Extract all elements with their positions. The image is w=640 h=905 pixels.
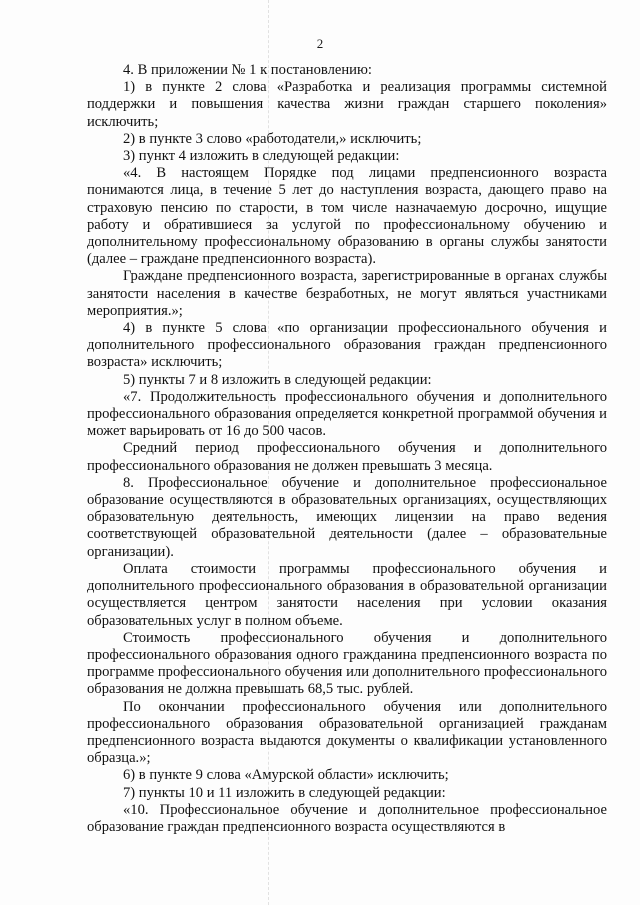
paragraph-item-5: 5) пункты 7 и 8 изложить в следующей редакции: [123, 371, 432, 388]
paragraph-point-8-documents: По окончании профессионального обучения или дополнительного профессионального образования образовательной организацией гражданам предпенсионного возраста выдаются документы о квалификации установленного образца.»; [87, 698, 607, 767]
paragraph-item-6: 6) в пункте 9 слова «Амурской области» исключить; [123, 767, 449, 784]
paragraph-item-2: 2) в пункте 3 слово «работодатели,» исключить; [123, 130, 422, 147]
paragraph-point-4-unemployed: Граждане предпенсионного возраста, зарегистрированные в органах службы занятости населения в качестве безработных, не могут являться участниками мероприятия.»; [87, 268, 607, 319]
paragraph-point-8-cost: Стоимость профессионального обучения и дополнительного профессионального образования одного гражданина предпенсионного возраста по программе профессионального обучения или дополнительного профессионального образования не должна превышать 68,5 тыс. рублей. [87, 629, 607, 698]
paragraph-point-7-average-period: Средний период профессионального обучения и дополнительного профессионального образования не должен превышать 3 месяца. [87, 440, 607, 474]
paragraph-item-1: 1) в пункте 2 слова «Разработка и реализация программы системной поддержки и повышения качества жизни граждан старшего поколения» исключить; [87, 79, 607, 130]
paragraph-point-10-start: «10. Профессиональное обучение и дополнительное профессиональное образование граждан предпенсионного возраста осуществляются в [87, 801, 607, 835]
document-body [87, 62, 607, 836]
paragraph-item-3: 3) пункт 4 изложить в следующей редакции: [123, 148, 400, 165]
paragraph-point-8-payment: Оплата стоимости программы профессионального обучения и дополнительного профессионального образования в образовательной организации осуществляется центром занятости населения при условии оказания образовательных услуг в полном объеме. [87, 560, 607, 629]
paragraph-item-7: 7) пункты 10 и 11 изложить в следующей редакции: [123, 784, 446, 801]
page-number: 2 [316, 36, 324, 51]
paragraph-point-7-duration: «7. Продолжительность профессионального обучения и дополнительного профессионального образования определяется конкретной программой обучения и может варьировать от 16 до 500 часов. [87, 388, 607, 440]
paragraph-section-4-heading: 4. В приложении № 1 к постановлению: [123, 62, 372, 78]
paragraph-point-4-definition: «4. В настоящем Порядке под лицами предпенсионного возраста понимаются лица, в течение 5 лет до наступления возраста, дающего право на страховую пенсию по старости, в том числе назначаемую досрочно, ищущие работу и обратившиеся за услугой по профессиональному обучению и дополнительному профессиональному образованию в органы службы занятости (далее – граждане предпенсионного возраста). [87, 165, 607, 268]
paragraph-item-4: 4) в пункте 5 слова «по организации профессионального обучения и дополнительного профессионального образования граждан предпенсионного возраста» исключить; [87, 320, 607, 371]
paragraph-point-8-organizations: 8. Профессиональное обучение и дополнительное профессиональное образование осуществляются в образовательных организациях, осуществляющих образовательную деятельность, имеющих лицензии на право ведения соответствующей образовательной деятельности (далее – образовательные организации). [87, 474, 607, 560]
